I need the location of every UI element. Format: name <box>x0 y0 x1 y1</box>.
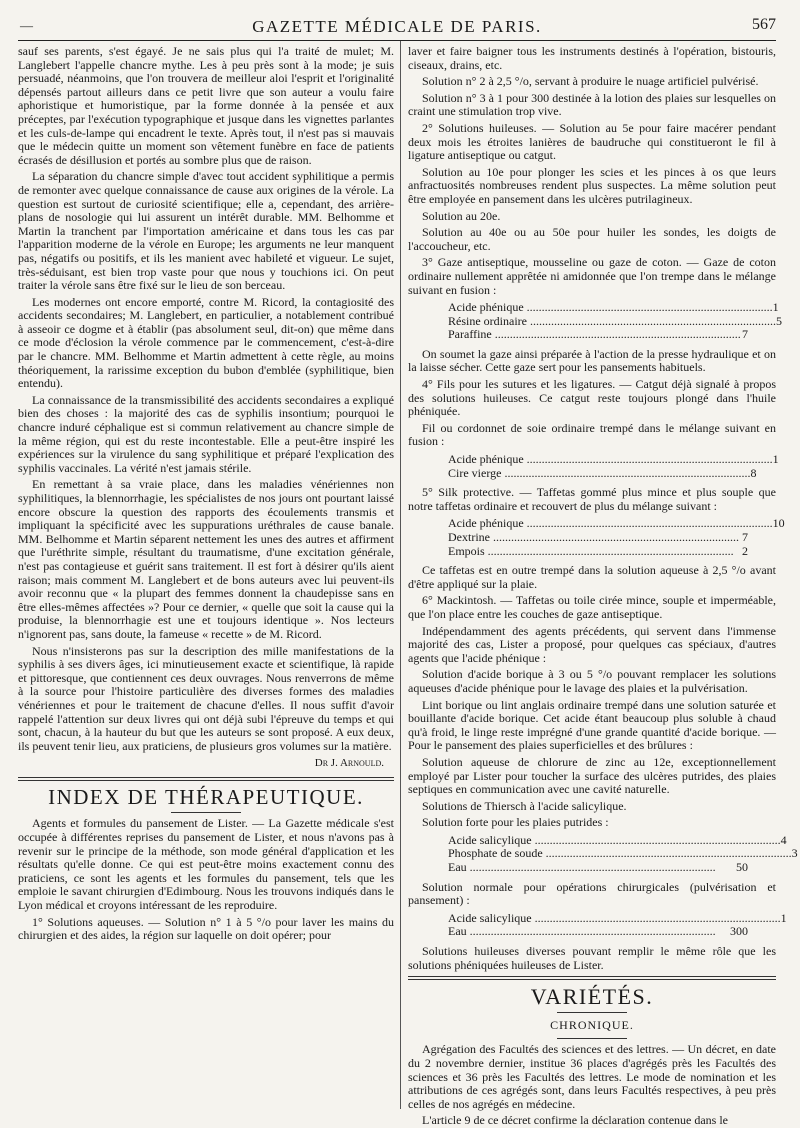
ingredient-qty: 2 <box>742 543 748 558</box>
right-paragraph: Solution n° 3 à 1 pour 300 destinée à la lotion des plaies sur lesquelles on craint une stimulation trop vive. <box>408 90 776 119</box>
ingredient-name: Phosphate de soude ..... <box>448 847 792 861</box>
ingredient-qty: 7 <box>742 530 748 544</box>
formula-row <box>448 925 748 939</box>
right-paragraph: Solution normale pour opérations chirurgicales (pulvérisation et pansement) : <box>408 879 776 908</box>
formula-row <box>448 846 798 861</box>
left-paragraph: En remettant à sa vraie place, dans les maladies vénériennes non syphilitiques, la blennorrhagie, les spécialistes de nos jours ont pourtant laissé encore obscure la question des rapports des écoulements transmis et impliquant la spécificité avec les suppurations uréthrales de cause banale. MM. Belhomme et Martin séparent nettement les unes des autres et affirment que l'uréthrite simple, résultant du traumatisme, d'une excitation générale, n'est pas contagieuse et guérit sans traitement. Il est fort à désirer qu'ils aient raison; mais comment M. Langlebert et de bons auteurs avec lui peuvent-ils avoir reconnu que « la plupart des femmes donnent la chaudepisse sans en être elles-mêmes affectées »? Pour ce dernier, « quelle que soit la cause qui la produise, la blennorrhagie est une et toujours identique ». Nos lecteurs n'ignorent pas, sans doute, la fameuse « recette » de M. Ricord. <box>18 477 394 641</box>
ingredient-qty: 1 <box>772 300 779 315</box>
left-paragraph: Les modernes ont encore emporté, contre M. Ricord, la contagiosité des accidents secondaires; M. Langlebert, en particulier, a notablement contribué à asseoir ce dogme et à établir (pas absolument seul, dit-on) que même dans ce mode d'éclosion la vérole commence par le commencement, c'est-à-dire par le chancre. MM. Belhomme et Martin admettent à cette règle, au moins théoriquement, la rarissime exception du bubon d'emblée (syphilitique, bien entendu). <box>18 294 394 391</box>
right-paragraph: 6° Mackintosh. — Taffetas ou toile cirée mince, souple et imperméable, que l'on place entre les couches de gaze antiseptique. <box>408 593 776 621</box>
right-paragraph: Indépendamment des agents précédents, qui servent dans l'immense majorité des cas, Lister a proposé, pour quelques cas spéciaux, d'autres agents que l'acide phénique : <box>408 623 776 665</box>
header-left-mark: — <box>20 18 33 33</box>
subtitle-rule <box>557 1038 627 1039</box>
left-paragraph: sauf ses parents, s'est égayé. Je ne sais plus qui l'a traité de mulet; M. Langlebert l'appelle chancre mythe. Les à peu près sont à la mode; je suis persuadé, néanmoins, que l'on trouvera de meilleur aloi l'esprit et l'originalité dépensés partout ailleurs dans ce petit livre que son auteur a voulu faire aphoristique et humoristique, par la forme donnée à la pensée et aux préceptes, par l'exécution typographique et jusque dans les vignettes parlantes et les culs-de-lampe qui encadrent le texte. Après tout, il n'est pas si mauvais que le médecin quitte un moment son vêtement funèbre en face de patients écrasés de désillusion et portés au sombre plus que de raison. <box>18 44 394 167</box>
ingredient-qty: 4 <box>780 832 787 847</box>
ingredient-name: Acide salicylique ..... <box>448 834 781 848</box>
ingredient-name: Eau ..... <box>448 861 716 875</box>
varietes-paragraph: L'article 9 de ce décret confirme la déclaration contenue dans le <box>422 1113 728 1128</box>
formula-row <box>448 328 748 342</box>
column-divider <box>400 41 401 1109</box>
ingredient-qty: 8 <box>750 465 757 480</box>
chronique-subtitle: CHRONIQUE. <box>550 1017 634 1032</box>
left-paragraph: Nous n'insisterons pas sur la description des mille manifestations de la syphilis à ses divers âges, ici minutieusement exacte et scientifique, là rapide et pittoresque, que contiennent ces deux ouvrages. Nous renverrons de même à la source pour l'histoire particulière des diverses formes des maladies vénériennes et pour le traitement de chacune d'elles. Il nous suffit d'avoir rappelé l'attention sur deux livres qui ont déjà subi l'épreuve du temps et qui sont, chacun, à la hauteur du but que les auteurs se sont proposé. A eux deux, ils peuvent tenir lieu, aux praticiens, de plusieurs gros volumes sur la matière. <box>18 643 394 753</box>
ingredient-qty: 5 <box>775 313 782 328</box>
ingredient-qty: 300 <box>730 924 748 939</box>
ingredient-name: Cire vierge ..... <box>448 467 750 481</box>
journal-title: GAZETTE MÉDICALE DE PARIS. <box>252 17 542 36</box>
right-paragraph: Solution d'acide borique à 3 ou 5 °/o pouvant remplacer les solutions aqueuses d'acide phénique pour le lavage des plaies et la pulvérisation. <box>408 667 776 695</box>
page-header <box>18 10 776 41</box>
right-paragraph: Solutions huileuses diverses pouvant remplir le même rôle que les solutions phéniquées huileuses de Lister. <box>408 944 776 972</box>
right-paragraph: Lint borique ou lint anglais ordinaire trempé dans une solution saturée et bouillante d'acide borique. Cet acide étant beaucoup plus soluble à chaud qu'à froid, le linge reste imprégné d'une grande quantité d'acide borique. — Pour le pansement des plaies superficielles et des brûlures : <box>408 697 776 753</box>
ingredient-name: Acide salicylique ..... <box>448 912 781 926</box>
right-paragraph: Solution n° 2 à 2,5 °/o, servant à produire le nuage artificiel pulvérisé. <box>422 74 759 89</box>
ingredient-qty: 3 <box>791 846 798 861</box>
formula-row <box>448 545 748 559</box>
right-paragraph: Fil ou cordonnet de soie ordinaire trempé dans le mélange suivant en fusion : <box>408 420 776 449</box>
right-paragraph: Solution forte pour les plaies putrides : <box>422 815 609 830</box>
ingredient-qty: 10 <box>772 516 785 531</box>
formula-row <box>448 465 757 481</box>
formula-row <box>448 832 787 848</box>
left-paragraph: La connaissance de la transmissibilité des accidents secondaires a expliqué bien des choses : la majorité des cas de syphilis insontium; pourquoi le chancre induré céphalique est si commun relativement au chancre simple de la même région, qui est du reste incontestable. Elle a peut-être inspiré les expériences sur la virulence du sang syphilitique et préparé l'explication des syphilis vaccinales. La vérité n'est jamais stérile. <box>18 392 394 475</box>
ingredient-qty: 1 <box>780 910 787 925</box>
ingredient-name: Empois ..... <box>448 545 734 559</box>
formula-gaze <box>448 300 782 342</box>
ingredient-name: Paraffine ..... <box>448 328 741 342</box>
right-paragraph: Solution aqueuse de chlorure de zinc au 12e, exceptionnellement employé par Lister pour toucher la surface des ulcères putrides, des plaies septiques en communication avec une cavité naturelle. <box>408 754 776 797</box>
right-paragraph: Solution au 40e ou au 50e pour huiler les sondes, les doigts de l'accoucheur, etc. <box>408 225 776 253</box>
formula-silk <box>448 516 785 558</box>
right-paragraph: Solution au 20e. <box>422 208 501 223</box>
right-paragraph: Ce taffetas est en outre trempé dans la solution aqueuse à 2,5 °/o avant d'être appliqué sur la plaie. <box>408 563 776 591</box>
formula-forte <box>448 832 798 875</box>
right-paragraph: 5° Silk protective. — Taffetas gommé plus mince et plus souple que notre taffetas ordinaire et recouvert de plus du mélange suivant : <box>408 485 776 513</box>
ingredient-name: Eau ..... <box>448 925 716 939</box>
columns <box>18 41 798 1128</box>
ingredient-qty: 50 <box>736 860 748 875</box>
formula-row <box>448 861 748 875</box>
right-column <box>408 44 798 1128</box>
left-paragraph: La séparation du chancre simple d'avec tout accident syphilitique a permis de remonter avec quelque connaissance de cause aux origines de la vérole. La question est surtout de curiosité scientifique; elle a, cependant, des arrière-plans de nosologie qui lui assurent un intérêt durable. MM. Belhomme et Martin la tranchent par l'importation américaine et dans tous les cas par l'apparition moderne de la vérole en Europe; les arguments ne leur manquent pas, négatifs ou positifs, et ils les manient avec habileté et vigueur. Le sujet, très-séduisant, est bien trop vaste pour que nous y touchions ici. On peut traiter la vérole sans être fixé sur le lieu de son berceau. <box>18 169 394 293</box>
right-paragraph: On soumet la gaze ainsi préparée à l'action de la presse hydraulique et on la laisse sécher. Cette gaze sert pour les pansements habituels. <box>408 346 776 375</box>
right-paragraph: Solutions de Thiersch à l'acide salicylique. <box>422 798 627 813</box>
formula-row <box>448 452 779 467</box>
right-paragraph: 3° Gaze antiseptique, mousseline ou gaze de coton. — Gaze de coton ordinaire nullement apprêtée ni amidonnée que l'on trempe dans le mélange suivant en fusion : <box>408 255 776 297</box>
index-paragraph: 1° Solutions aqueuses. — Solution n° 1 à 5 °/o pour laver les mains du chirurgien et des aides, la région sur laquelle on doit opérer; pour <box>18 914 394 943</box>
section-rule <box>18 777 394 781</box>
formula-normale <box>448 910 787 939</box>
ingredient-name: Résine ordinaire ..... <box>448 315 776 329</box>
index-section-title: INDEX DE THÉRAPEUTIQUE. <box>48 784 364 809</box>
right-paragraph: Solution au 10e pour plonger les scies et les pinces à os que leurs anfractuosités nombreuses rendent plus suspectes. La même solution peut être employée en pansement dans les ulcères putrilagineux. <box>408 164 776 206</box>
ingredient-name: Acide phénique ..... <box>448 517 773 531</box>
formula-row <box>448 313 782 329</box>
formula-row <box>448 910 787 926</box>
ingredient-name: Acide phénique ..... <box>448 453 773 467</box>
title-rule <box>557 1012 627 1013</box>
varietes-section-title: VARIÉTÉS. <box>530 984 654 1010</box>
index-paragraph: Agents et formules du pansement de Lister. — La Gazette médicale s'est occupée à différentes reprises du pansement de Lister, et nous n'avons pas à revenir sur le principe de la méthode, son mode général d'application et les résultats qu'elle donne. Ce qui est peut-être moins exactement connu des praticiens, ce sont les agents et les formules du pansement, tels que les emploie le savant chirurgien d'Edimbourg. Nous les trouvons indiqués dans le Lyon médical et croyons intéressant de les reproduire. <box>18 816 394 913</box>
ingredient-name: Acide phénique ..... <box>448 301 773 315</box>
section-rule <box>408 976 776 980</box>
formula-row <box>448 531 748 545</box>
formula-row <box>448 300 779 315</box>
formula-row <box>448 516 785 531</box>
ingredient-name: Dextrine ..... <box>448 531 739 545</box>
ingredient-qty: 1 <box>772 452 779 467</box>
right-paragraph: laver et faire baigner tous les instruments destinés à l'opération, bistouris, ciseaux, drains, etc. <box>408 44 776 72</box>
author-signature: Dr J. Arnould. <box>314 757 384 770</box>
title-rule <box>171 812 241 813</box>
formula-fil <box>448 452 779 480</box>
right-paragraph: 2° Solutions huileuses. — Solution au 5e pour faire macérer pendant deux mois les étroites lanières de baudruche qui constitueront le fil à ligature antiseptique ou catgut. <box>408 120 776 163</box>
page-number: 567 <box>752 16 776 33</box>
right-paragraph: 4° Fils pour les sutures et les ligatures. — Catgut déjà signalé à propos des solutions huileuses. Ce catgut reste toujours plongé dans l'huile phéniquée. <box>408 377 776 419</box>
left-column <box>18 45 394 1109</box>
varietes-paragraph: Agrégation des Facultés des sciences et des lettres. — Un décret, en date du 2 novembre dernier, institue 36 places d'agrégés près les Facultés des sciences et 36 près les Facultés des lettres. Le mode de nomination et les attributions de ces agrégés sont, dans leurs Facultés respectives, à peu près celles de nos agrégés en médecine. <box>408 1042 776 1111</box>
ingredient-qty: 7 <box>742 327 748 342</box>
